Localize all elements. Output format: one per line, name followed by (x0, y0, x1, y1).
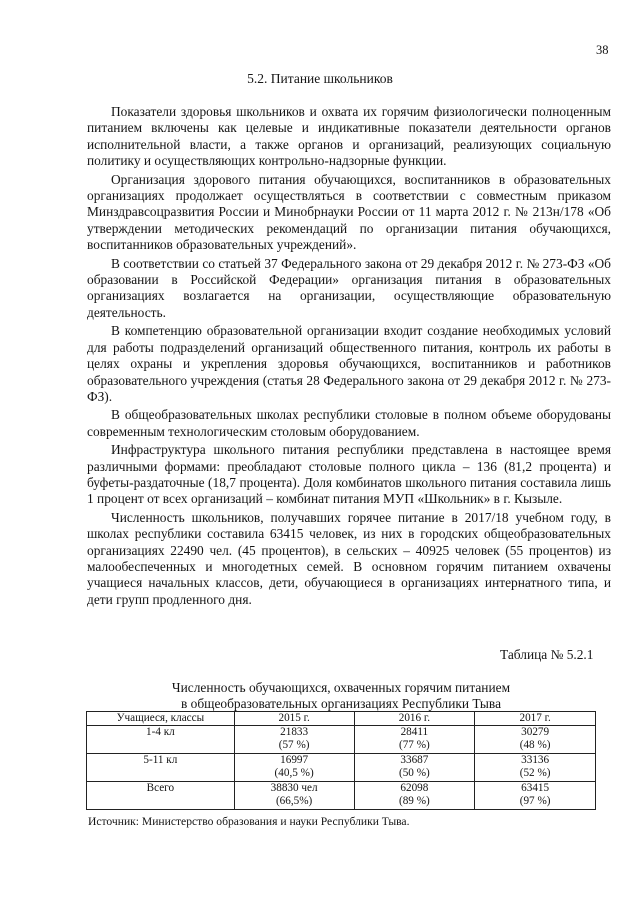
value-percent: (50 %) (398, 767, 430, 779)
table-header-row (87, 712, 596, 726)
table-title (86, 680, 596, 711)
table-row (87, 754, 596, 782)
value-percent: (77 %) (398, 739, 430, 751)
table-title-line-2: в общеобразовательных организациях Республики Тыва (180, 695, 502, 711)
paragraph-1: Показатели здоровья школьников и охвата их горячим физиологически полноценным питанием включены как целевые и индикативные показатели деятельности органов исполнительной власти, а также органов и организаций, реализующих социальную политику и осуществляющих контрольно-надзорные функции. (87, 104, 611, 169)
table-title-line-1: Численность обучающихся, охваченных горячим питанием (171, 680, 511, 695)
row-label-cell: 5-11 кл (87, 754, 235, 782)
paragraph-5: В общеобразовательных школах республики столовые в полном объеме оборудованы современным технологическим столовым оборудованием. (87, 407, 611, 439)
value-percent: (66,5%) (275, 795, 313, 807)
table-source-note: Источник: Министерство образования и науки Республики Тыва. (88, 815, 410, 828)
value-cell (234, 754, 354, 782)
value-percent: (40,5 %) (274, 767, 314, 779)
value-number: 21833 (280, 726, 309, 738)
value-percent: (89 %) (398, 795, 430, 807)
page-number: 38 (596, 43, 609, 57)
value-number: 33687 (400, 754, 429, 766)
paragraph-3: В соответствии со статьей 37 Федерального закона от 29 декабря 2012 г. № 273-ФЗ «Об образовании в Российской Федерации» организация питания в образовательных организациях возлагается на организации, осуществляющие образовательную деятельность. (87, 255, 611, 320)
value-cell (354, 754, 475, 782)
table-row (87, 726, 596, 754)
value-number: 30279 (521, 726, 550, 738)
value-percent: (57 %) (278, 739, 310, 751)
value-number: 63415 (521, 782, 550, 794)
section-title: 5.2. Питание школьников (247, 71, 393, 86)
value-number: 28411 (400, 726, 429, 738)
value-percent: (48 %) (519, 739, 551, 751)
body-text (87, 104, 611, 610)
header-cell-2015: 2015 г. (234, 712, 354, 726)
value-percent: (97 %) (519, 795, 551, 807)
data-table (86, 711, 596, 810)
paragraph-7: Численность школьников, получавших горячее питание в 2017/18 учебном году, в школах республики составила 63415 человек, из них в городских общеобразовательных организациях 22490 чел. (45 процентов), в сельских – 40925 человек (55 процентов) из малообеспеченных и многодетных семей. В основном горячим питанием охвачены учащиеся начальных классов, дети, обучающиеся в организациях интернатного типа, и дети групп продленного дня. (87, 509, 611, 607)
value-number: 33136 (521, 754, 550, 766)
paragraph-2: Организация здорового питания обучающихся, воспитанников в образовательных организациях продолжает осуществляться в соответствии с совместным приказом Минздравсоцразвития России и Минобрнауки России от 11 марта 2012 г. № 213н/178 «Об утверждении методических рекомендаций по организации питания обучающихся, воспитанников образовательных учреждений». (87, 171, 611, 253)
value-cell (354, 726, 475, 754)
value-percent: (52 %) (519, 767, 551, 779)
value-number: 62098 (400, 782, 429, 794)
value-number: 16997 (280, 754, 309, 766)
value-cell (354, 782, 475, 810)
table-number: Таблица № 5.2.1 (500, 647, 594, 662)
row-label-cell: 1-4 кл (87, 726, 235, 754)
value-number: 38830 чел (270, 782, 318, 794)
value-cell (234, 726, 354, 754)
value-cell (475, 782, 596, 810)
value-cell (475, 754, 596, 782)
header-cell-2017: 2017 г. (475, 712, 596, 726)
value-cell (234, 782, 354, 810)
row-label-cell: Всего (87, 782, 235, 810)
value-cell (475, 726, 596, 754)
table-row (87, 782, 596, 810)
header-cell-2016: 2016 г. (354, 712, 475, 726)
paragraph-6: Инфраструктура школьного питания республики представлена в настоящее время различными формами: преобладают столовые полного цикла – 136 (81,2 процента) и буфеты-раздаточные (18,7 процента). Доля комбинатов школьного питания составила лишь 1 процент от всех организаций – комбинат питания МУП «Школьник» в г. Кызыле. (87, 442, 611, 507)
paragraph-4: В компетенцию образовательной организации входит создание необходимых условий для работы подразделений организаций общественного питания, контроль их работы в целях охраны и укрепления здоровья обучающихся, воспитанников и работников образовательного учреждения (статья 28 Федерального закона от 29 декабря 2012 г. № 273-ФЗ). (87, 323, 611, 404)
header-cell-classes: Учащиеся, классы (87, 712, 235, 726)
